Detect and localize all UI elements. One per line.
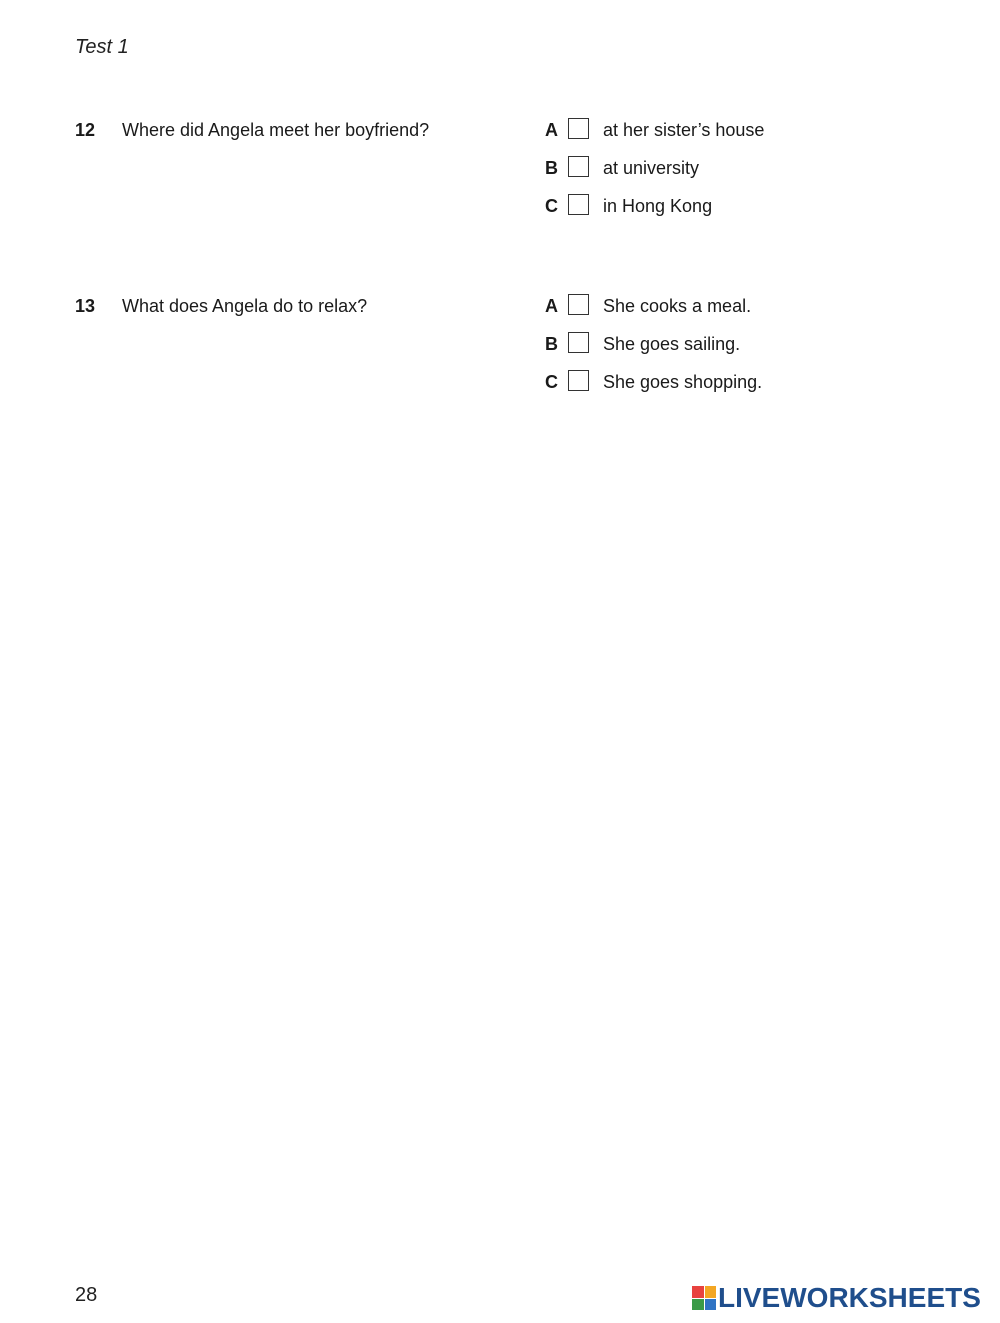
option-letter: A [545,120,558,140]
option-text: She goes sailing. [603,334,741,354]
question-text: What does Angela do to relax? [122,296,368,316]
logo-text: LIVEWORKSHEETS [718,1282,981,1313]
option-letter: C [545,372,558,392]
liveworksheets-logo [692,1283,981,1313]
question-number: 12 [75,120,96,140]
option-c [545,372,865,398]
answer-checkbox-13c[interactable] [568,370,589,391]
page-number: 28 [75,1284,98,1306]
option-c [545,196,865,222]
option-text: at university [603,158,700,178]
option-a [545,296,865,322]
logo-mark-square [705,1286,717,1298]
option-text: in Hong Kong [603,196,713,216]
option-letter: A [545,296,558,316]
answer-checkbox-12b[interactable] [568,156,589,177]
answer-checkbox-13b[interactable] [568,332,589,353]
logo-mark-square [692,1286,704,1298]
logo-mark-square [705,1299,717,1311]
option-letter: B [545,334,558,354]
option-b [545,334,865,360]
question-number: 13 [75,296,96,316]
answer-checkbox-12a[interactable] [568,118,589,139]
question-12 [75,120,935,240]
question-text: Where did Angela meet her boyfriend? [122,120,430,140]
option-b [545,158,865,184]
page-header-title: Test 1 [75,36,129,58]
option-text: at her sister’s house [603,120,765,140]
option-a [545,120,865,146]
option-letter: C [545,196,558,216]
option-text: She cooks a meal. [603,296,752,316]
answer-checkbox-12c[interactable] [568,194,589,215]
option-text: She goes shopping. [603,372,763,392]
logo-mark-square [692,1299,704,1311]
logo-mark-icon [692,1286,716,1310]
answer-checkbox-13a[interactable] [568,294,589,315]
option-letter: B [545,158,558,178]
question-13 [75,296,935,416]
